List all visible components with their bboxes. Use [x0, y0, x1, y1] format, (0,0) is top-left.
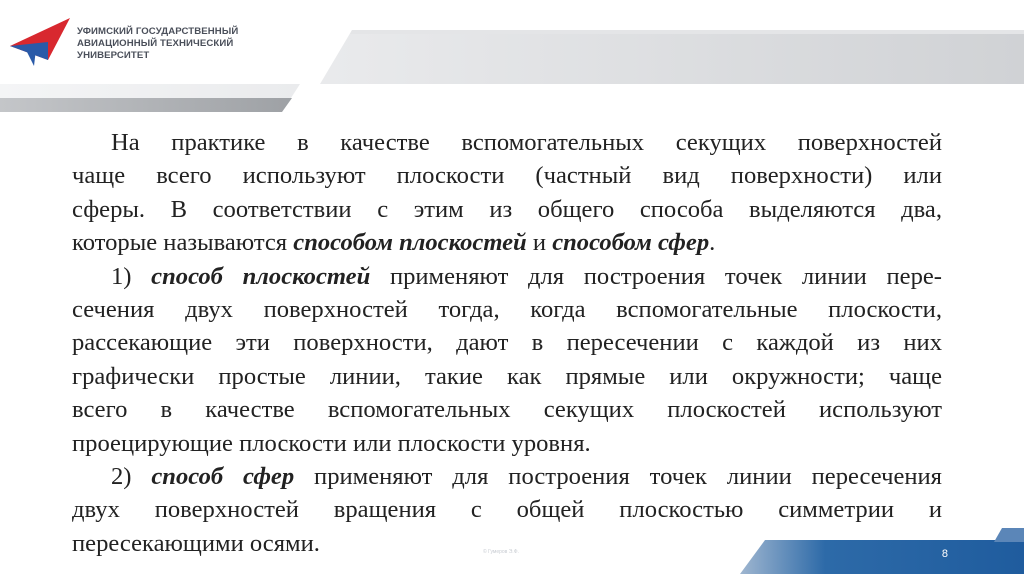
university-name-line: УФИМСКИЙ ГОСУДАРСТВЕННЫЙ [77, 26, 239, 37]
text-line: двух поверхностей вращения с общей плоскостью симметрии и [72, 496, 942, 524]
text-line: сечения двух поверхностей тогда, когда вспомогательные плоскости, [72, 296, 942, 324]
term-planes-method: способом плоскостей [293, 229, 527, 257]
text-fragment: 2) [111, 463, 152, 491]
text-line [72, 460, 942, 493]
term-spheres-method: способ сфер [151, 463, 295, 491]
text-fragment: применяют для построения точек линии пересечения [294, 463, 942, 491]
university-name-line: АВИАЦИОННЫЙ ТЕХНИЧЕСКИЙ [77, 38, 234, 49]
university-name [77, 26, 238, 62]
text-line: На практике в качестве вспомогательных секущих поверхностей [111, 129, 942, 156]
slide-body-text [72, 126, 942, 560]
text-fragment: и [526, 229, 553, 257]
text-line: чаще всего используют плоскости (частный вид поверхности) или [72, 162, 942, 190]
paragraph [72, 126, 942, 260]
text-fragment: применяют для построения точек линии пере- [370, 262, 942, 290]
text-fragment: . [709, 229, 716, 257]
university-logo-icon [8, 16, 72, 68]
term-spheres-method: способом сфер [552, 229, 710, 257]
text-line: рассекающие эти поверхности, дают в пересечении с каждой из них [72, 329, 942, 357]
text-line: проецирующие плоскости или плоскости уровня. [72, 429, 591, 457]
page-number: 8 [941, 548, 948, 560]
text-fragment: 1) [111, 262, 152, 290]
term-planes-method: способ плоскостей [151, 262, 371, 290]
text-fragment: которые называются [72, 229, 294, 257]
text-line: графически простые линии, такие как прямые или окружности; чаще [72, 362, 942, 390]
text-line: всего в качестве вспомогательных секущих плоскостей используют [72, 396, 942, 424]
university-name-line: УНИВЕРСИТЕТ [77, 50, 150, 61]
paragraph [72, 260, 942, 460]
text-line: сферы. В соответствии с этим из общего способа выделяются два, [72, 195, 942, 223]
text-line: пересекающими осями. [72, 529, 320, 557]
author-watermark: © Гумеров Э.Ф. [483, 549, 519, 555]
text-line [72, 260, 942, 293]
text-line [72, 226, 942, 259]
